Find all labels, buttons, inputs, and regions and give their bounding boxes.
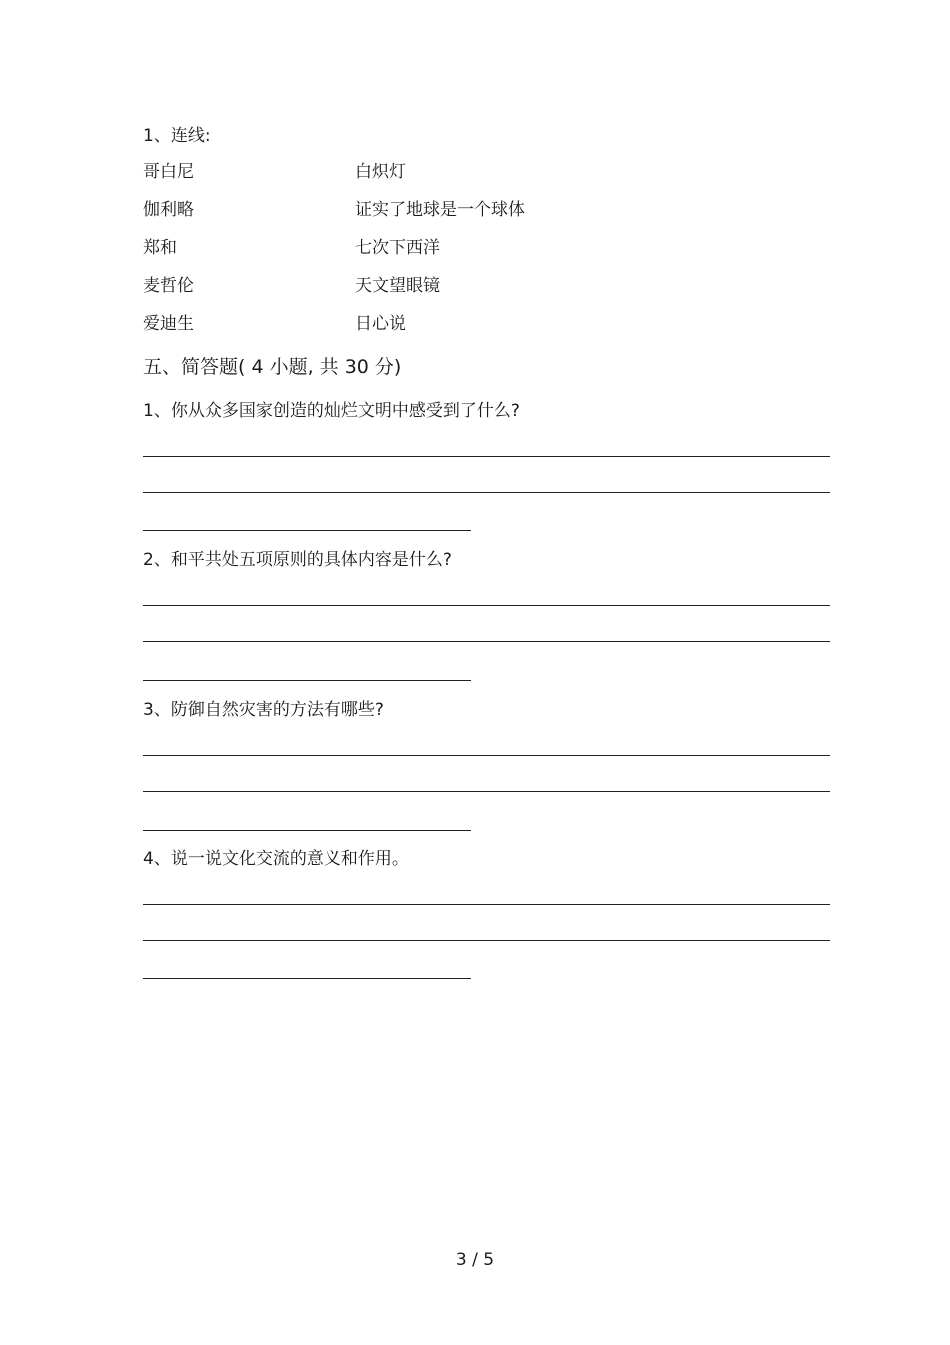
match-left-item: 哥白尼 [143, 162, 194, 182]
match-left-item: 郑和 [143, 238, 177, 258]
match-left-item: 麦哲伦 [143, 276, 194, 296]
match-right-item: 日心说 [355, 314, 406, 334]
answer-line[interactable] [143, 940, 830, 941]
match-left-item: 伽利略 [143, 200, 194, 220]
answer-line[interactable] [143, 755, 830, 756]
page-number: 3 / 5 [455, 1250, 495, 1270]
answer-line[interactable] [143, 830, 471, 831]
answer-line[interactable] [143, 492, 830, 493]
answer-line[interactable] [143, 680, 471, 681]
question-text: 2、和平共处五项原则的具体内容是什么? [143, 550, 452, 570]
question-text: 3、防御自然灾害的方法有哪些? [143, 700, 384, 720]
matching-title: 1、连线: [143, 126, 211, 146]
question-text: 4、说一说文化交流的意义和作用。 [143, 849, 409, 869]
answer-line[interactable] [143, 978, 471, 979]
match-right-item: 七次下西洋 [355, 238, 440, 258]
question-text: 1、你从众多国家创造的灿烂文明中感受到了什么? [143, 401, 520, 421]
answer-line[interactable] [143, 791, 830, 792]
answer-line[interactable] [143, 641, 830, 642]
answer-line[interactable] [143, 605, 830, 606]
answer-line[interactable] [143, 530, 471, 531]
answer-line[interactable] [143, 904, 830, 905]
section-heading: 五、简答题( 4 小题, 共 30 分) [143, 356, 402, 378]
match-right-item: 白炽灯 [355, 162, 406, 182]
match-left-item: 爱迪生 [143, 314, 194, 334]
match-right-item: 天文望眼镜 [355, 276, 440, 296]
answer-line[interactable] [143, 456, 830, 457]
match-right-item: 证实了地球是一个球体 [355, 200, 525, 220]
